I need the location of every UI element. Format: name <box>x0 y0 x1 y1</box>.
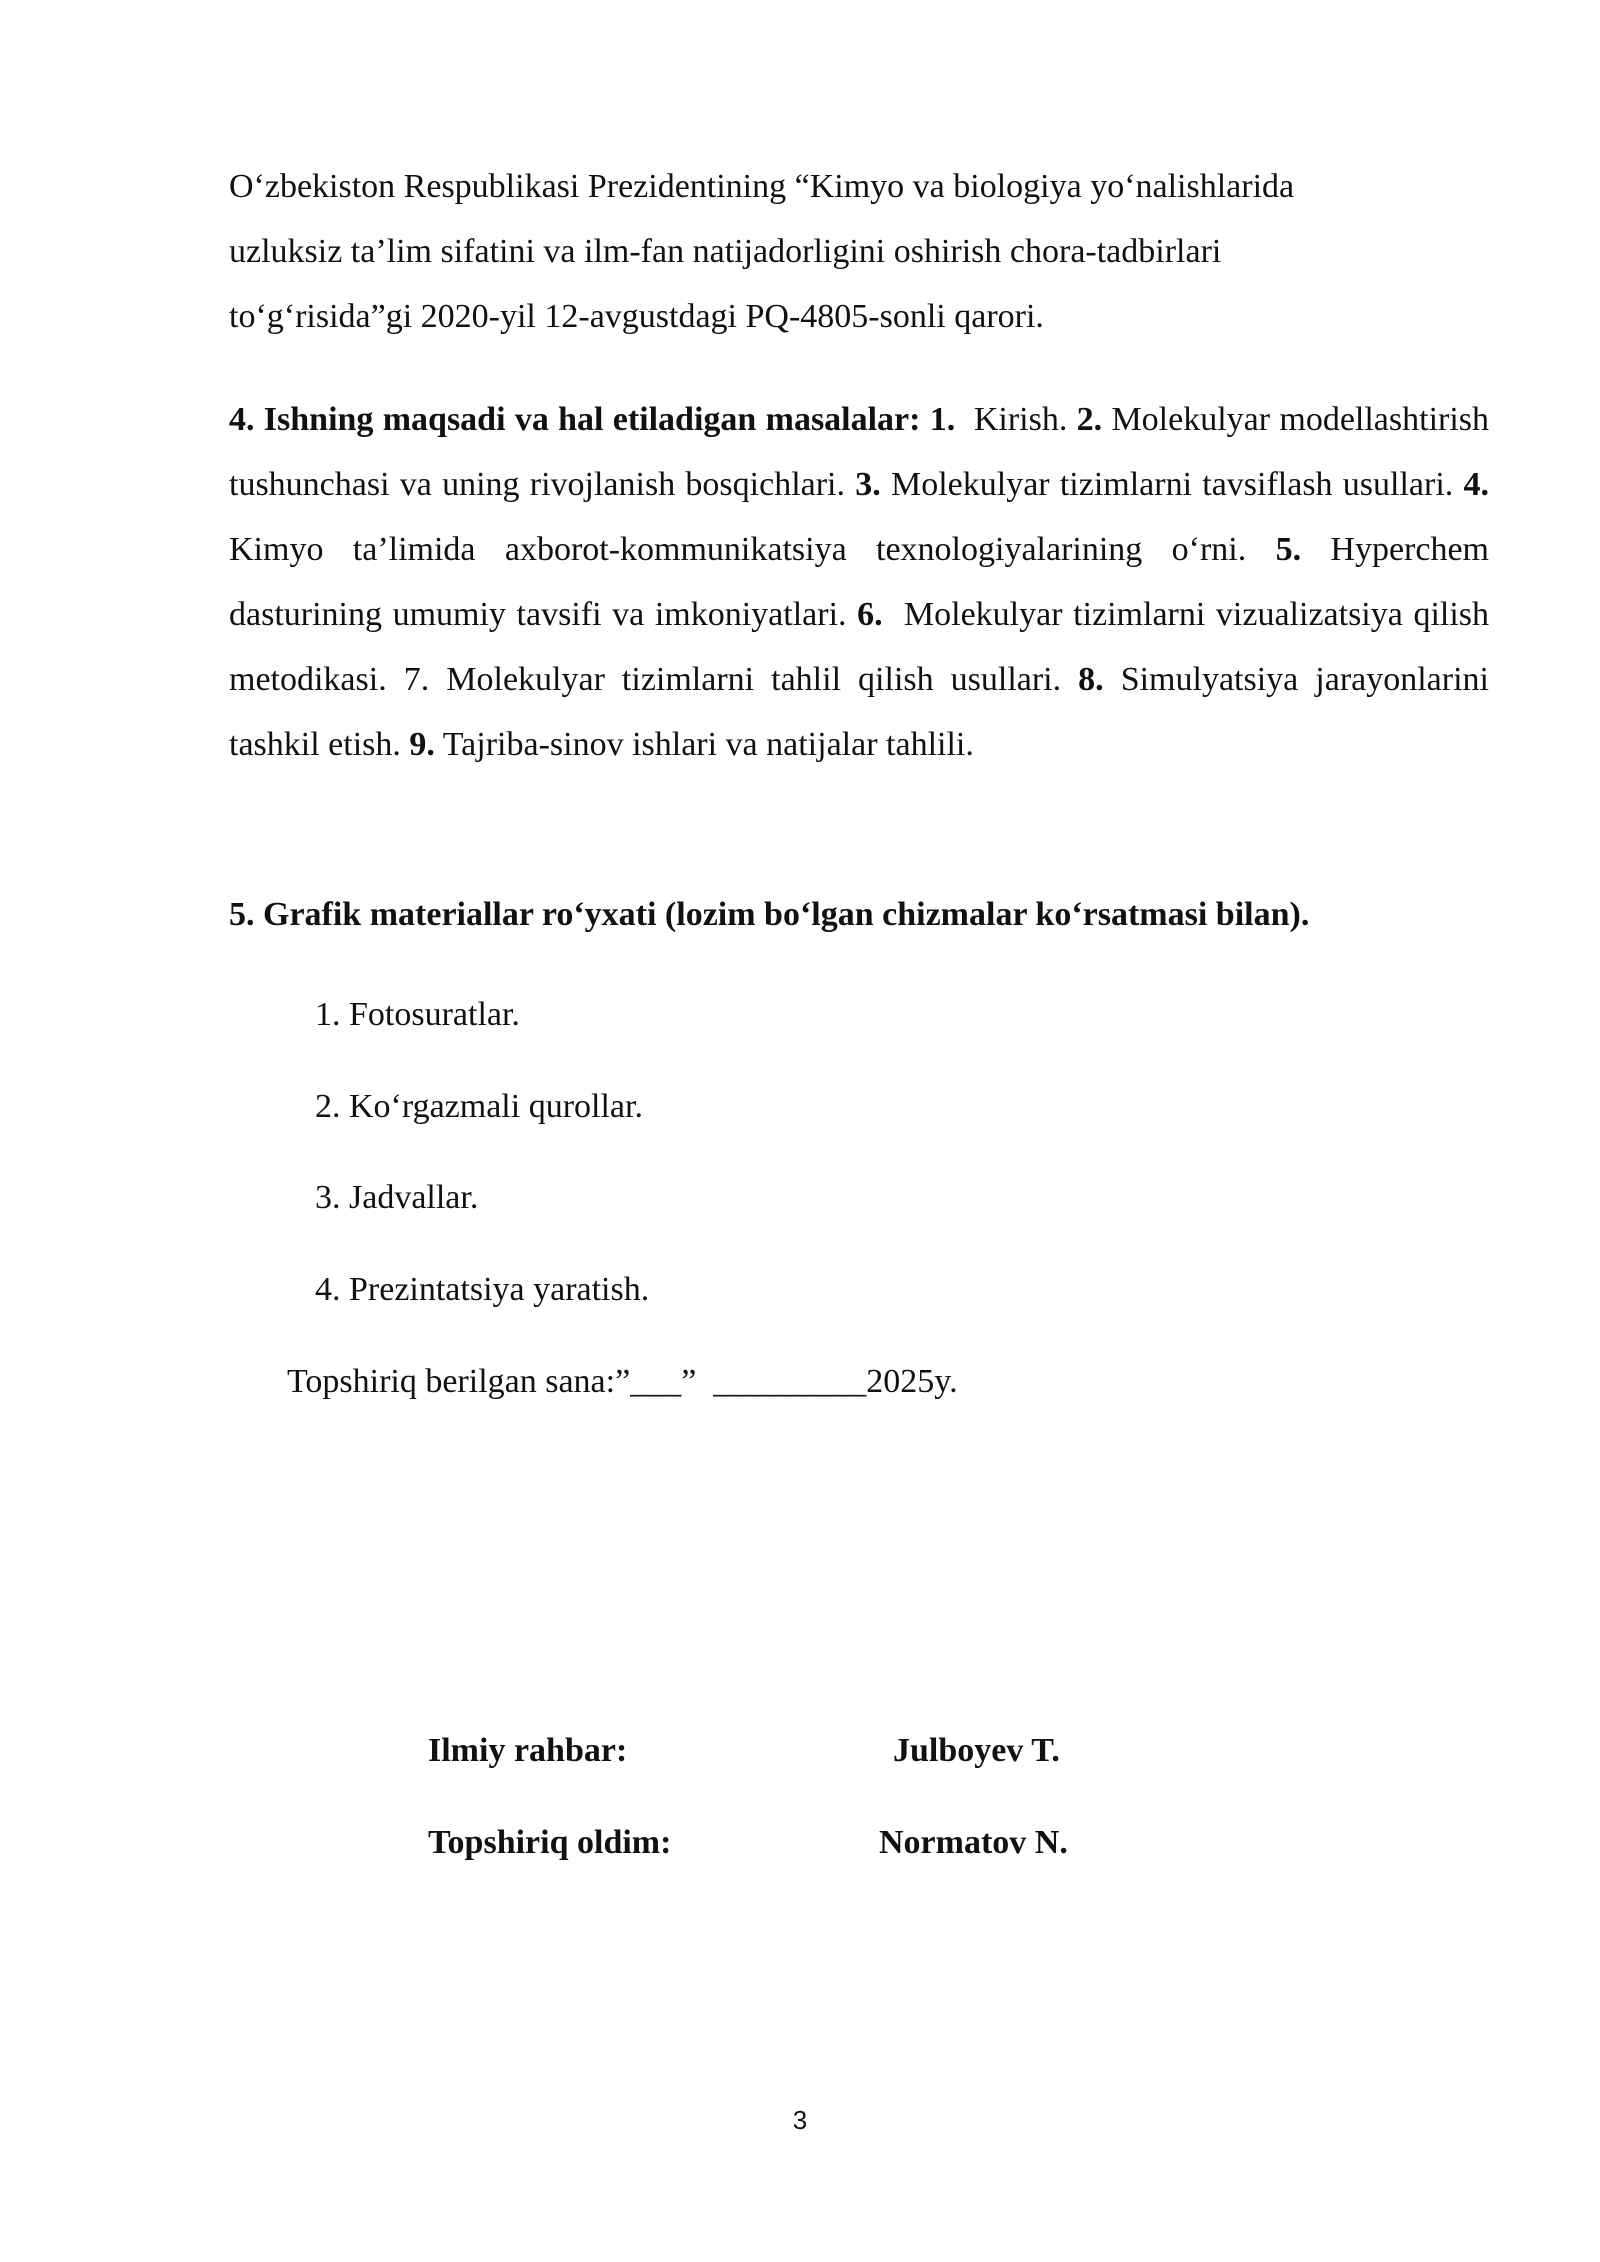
task-text-7: Molekulyar tizimlarni tahlil qilish usullari. <box>446 661 1062 698</box>
task-text-8: Simulyatsiya jarayonlarini tashkil etish. <box>229 661 1489 763</box>
task-number-8: 8. <box>1078 661 1104 698</box>
task-text-3: Molekulyar tizimlarni tavsiflash usullari. <box>890 466 1454 503</box>
assignment-date-line: Topshiriq berilgan sana:”___” _________2025y. <box>287 1363 958 1400</box>
graphic-list-item-1: 1. Fotosuratlar. <box>315 996 520 1033</box>
task-text-4: Kimyo ta’limida axborot-kommunikatsiya texnologiyalarining o‘rni. <box>229 531 1247 568</box>
task-number-9: 9. <box>409 726 435 763</box>
task-text-5: Hyperchem dasturining umumiy tavsifi va imkoniyatlari. <box>229 531 1490 633</box>
supervisor-label: Ilmiy rahbar: <box>428 1732 628 1769</box>
task-number-1: 1. <box>929 401 956 438</box>
tasks-paragraph <box>229 387 1489 777</box>
task-number-3: 3. <box>855 466 881 503</box>
intro-line-1: O‘zbekiston Respublikasi Prezidentining “Kimyo va biologiya yo‘nalishlarida <box>229 168 1295 205</box>
task-text-1: Kirish. <box>973 401 1068 438</box>
supervisor-name: Julboyev T. <box>893 1732 1060 1769</box>
task-text-6: Molekulyar tizimlarni vizualizatsiya qilish metodikasi. <box>229 596 1490 698</box>
task-number-5: 5. <box>1275 531 1302 568</box>
task-number-6: 6. <box>857 596 883 633</box>
student-name: Normatov N. <box>879 1824 1068 1861</box>
task-number-4: 4. <box>1463 466 1490 503</box>
student-label: Topshiriq oldim: <box>428 1824 672 1861</box>
graphic-list-item-4: 4. Prezintatsiya yaratish. <box>315 1271 650 1308</box>
intro-paragraph <box>229 154 1489 349</box>
page-number: 3 <box>792 2105 808 2135</box>
intro-line-3: to‘g‘risida”gi 2020-yil 12-avgustdagi PQ-4805-sonli qarori. <box>229 298 1044 335</box>
task-number-2: 2. <box>1076 401 1103 438</box>
task-text-2: Molekulyar modellashtirish tushunchasi va uning rivojlanish bosqichlari. <box>229 401 1490 503</box>
graphic-list-item-3: 3. Jadvallar. <box>315 1179 479 1216</box>
task-number-7: 7. <box>403 661 430 698</box>
section-4-heading: 4. Ishning maqsadi va hal etiladigan masalalar: <box>229 401 921 438</box>
intro-line-2: uzluksiz ta’lim sifatini va ilm-fan natijadorligini oshirish chora-tadbirlari <box>229 233 1222 270</box>
task-text-9: Tajriba-sinov ishlari va natijalar tahlili. <box>442 726 974 763</box>
section-5-heading: 5. Grafik materiallar ro‘yxati (lozim bo‘lgan chizmalar ko‘rsatmasi bilan). <box>229 896 1310 933</box>
graphic-list-item-2: 2. Ko‘rgazmali qurollar. <box>315 1088 643 1125</box>
